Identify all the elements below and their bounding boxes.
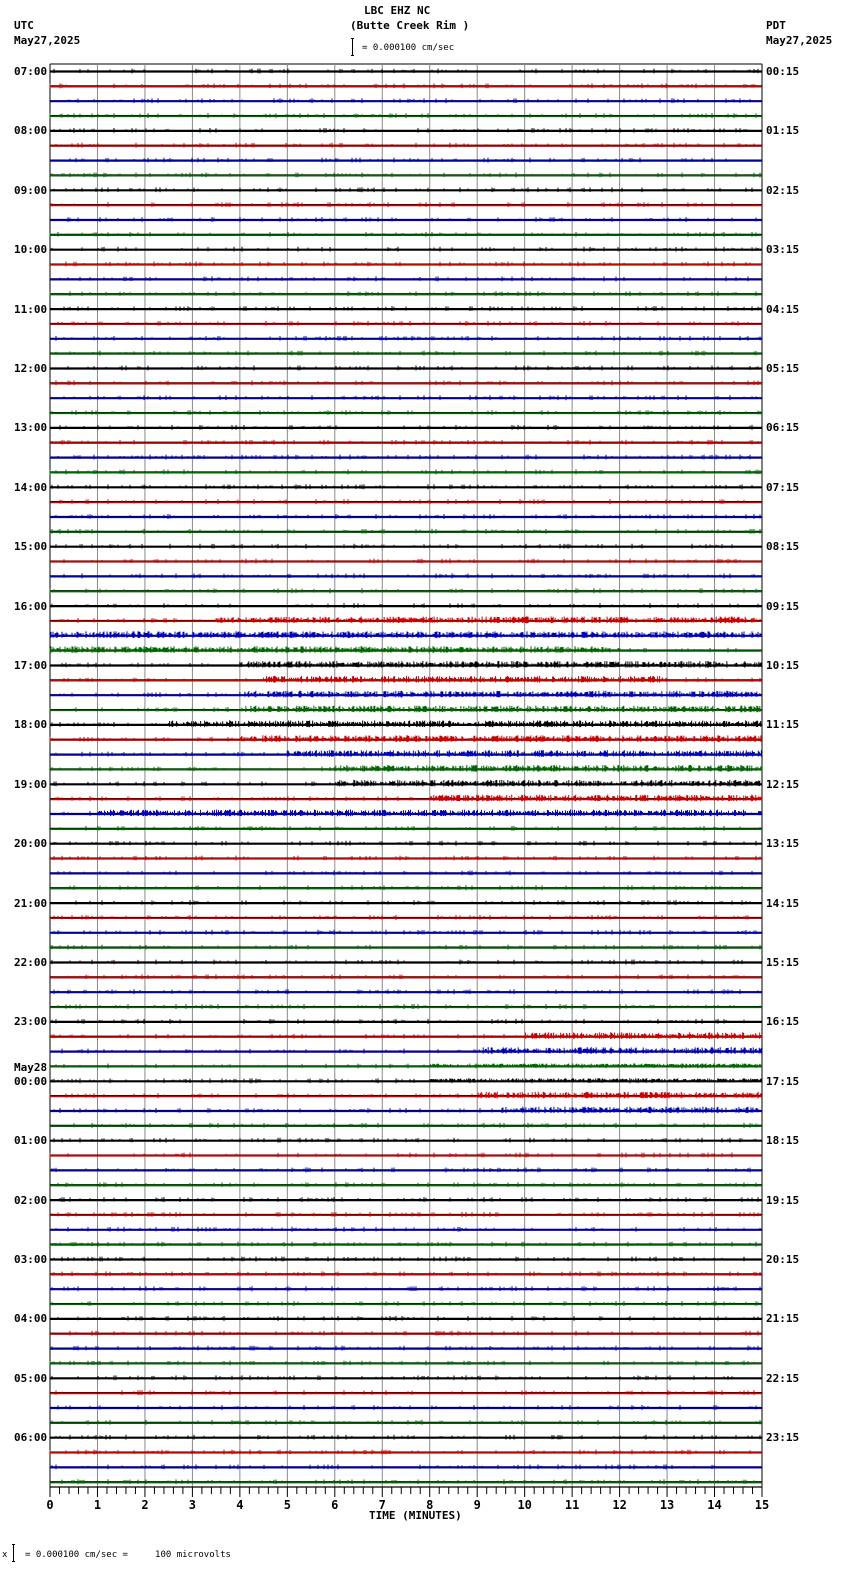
pdt-hour-label: 02:15: [766, 183, 800, 197]
x-tick-label: 15: [754, 1498, 770, 1512]
utc-hour-label: 08:00: [14, 124, 48, 138]
pdt-hour-label: 09:15: [766, 599, 800, 613]
pdt-hour-label: 06:15: [766, 421, 800, 435]
pdt-hour-label: 04:15: [766, 302, 800, 316]
station-title: LBC EHZ NC: [364, 4, 431, 17]
station-location: (Butte Creek Rim ): [350, 19, 470, 32]
utc-hour-label: 05:00: [14, 1371, 48, 1385]
utc-hour-label: 07:00: [14, 65, 48, 78]
utc-hour-label: 01:00: [14, 1134, 48, 1148]
utc-hour-label: 19:00: [14, 777, 48, 791]
utc-hour-label: 03:00: [14, 1253, 48, 1266]
footer-scale-text: = 0.000100 cm/sec = 100 microvolts: [25, 1550, 231, 1560]
utc-hour-label: 00:00: [14, 1074, 48, 1088]
x-tick-label: 0: [46, 1498, 54, 1512]
date-change-label: May28: [14, 1060, 48, 1074]
pdt-hour-label: 13:15: [766, 837, 800, 851]
pdt-hour-label: 07:15: [766, 480, 800, 494]
utc-hour-label: 14:00: [14, 480, 48, 494]
pdt-hour-label: 03:15: [766, 243, 800, 257]
x-axis-label: TIME (MINUTES): [369, 1509, 462, 1522]
pdt-hour-label: 12:15: [766, 777, 800, 791]
utc-hour-label: 18:00: [14, 718, 48, 732]
utc-hour-label: 10:00: [14, 243, 48, 257]
utc-hour-label: 13:00: [14, 421, 48, 435]
left-timezone: UTC: [14, 19, 34, 32]
utc-hour-label: 09:00: [14, 183, 48, 197]
x-tick-label: 7: [378, 1498, 386, 1512]
right-date: May27,2025: [766, 34, 833, 47]
pdt-hour-label: 23:15: [766, 1431, 800, 1445]
footer-marker: x: [2, 1550, 8, 1560]
utc-hour-label: 04:00: [14, 1312, 48, 1326]
right-timezone: PDT: [766, 19, 786, 32]
x-tick-label: 6: [331, 1498, 339, 1512]
pdt-hour-label: 11:15: [766, 718, 800, 732]
x-tick-label: 14: [707, 1498, 722, 1512]
x-tick-label: 8: [426, 1498, 434, 1512]
pdt-hour-label: 08:15: [766, 540, 800, 554]
pdt-hour-label: 22:15: [766, 1371, 800, 1385]
utc-hour-label: 11:00: [14, 302, 48, 316]
utc-hour-label: 17:00: [14, 659, 48, 672]
pdt-hour-label: 05:15: [766, 362, 800, 375]
pdt-hour-label: 14:15: [766, 896, 800, 910]
utc-hour-label: 15:00: [14, 540, 48, 554]
pdt-hour-label: 19:15: [766, 1193, 800, 1207]
x-tick-label: 13: [659, 1498, 675, 1512]
pdt-hour-label: 16:15: [766, 1015, 800, 1029]
x-tick-label: 10: [517, 1498, 532, 1512]
utc-hour-label: 22:00: [14, 956, 48, 969]
footer-scale-bar-icon: [12, 1544, 15, 1562]
utc-hour-label: 06:00: [14, 1431, 48, 1445]
x-tick-label: 9: [473, 1498, 481, 1512]
left-date: May27,2025: [14, 34, 81, 47]
pdt-hour-label: 17:15: [766, 1074, 800, 1088]
pdt-hour-label: 20:15: [766, 1253, 800, 1266]
pdt-hour-label: 01:15: [766, 124, 800, 138]
pdt-hour-label: 21:15: [766, 1312, 800, 1326]
x-tick-label: 5: [283, 1498, 291, 1512]
pdt-hour-label: 18:15: [766, 1134, 800, 1148]
pdt-hour-label: 00:15: [766, 65, 800, 78]
x-tick-label: 2: [141, 1498, 149, 1512]
x-tick-label: 4: [236, 1498, 244, 1512]
x-tick-label: 1: [93, 1498, 102, 1512]
x-tick-label: 12: [612, 1498, 627, 1512]
x-tick-label: 11: [564, 1498, 580, 1512]
x-tick-label: 3: [188, 1498, 197, 1512]
pdt-hour-label: 15:15: [766, 956, 800, 969]
utc-hour-label: 20:00: [14, 837, 48, 851]
utc-hour-label: 21:00: [14, 896, 48, 910]
utc-hour-label: 23:00: [14, 1015, 48, 1029]
utc-hour-label: 16:00: [14, 599, 48, 613]
pdt-hour-label: 10:15: [766, 659, 800, 672]
utc-hour-label: 12:00: [14, 362, 48, 375]
scale-label: = 0.000100 cm/sec: [362, 43, 455, 53]
utc-hour-label: 02:00: [14, 1193, 48, 1207]
